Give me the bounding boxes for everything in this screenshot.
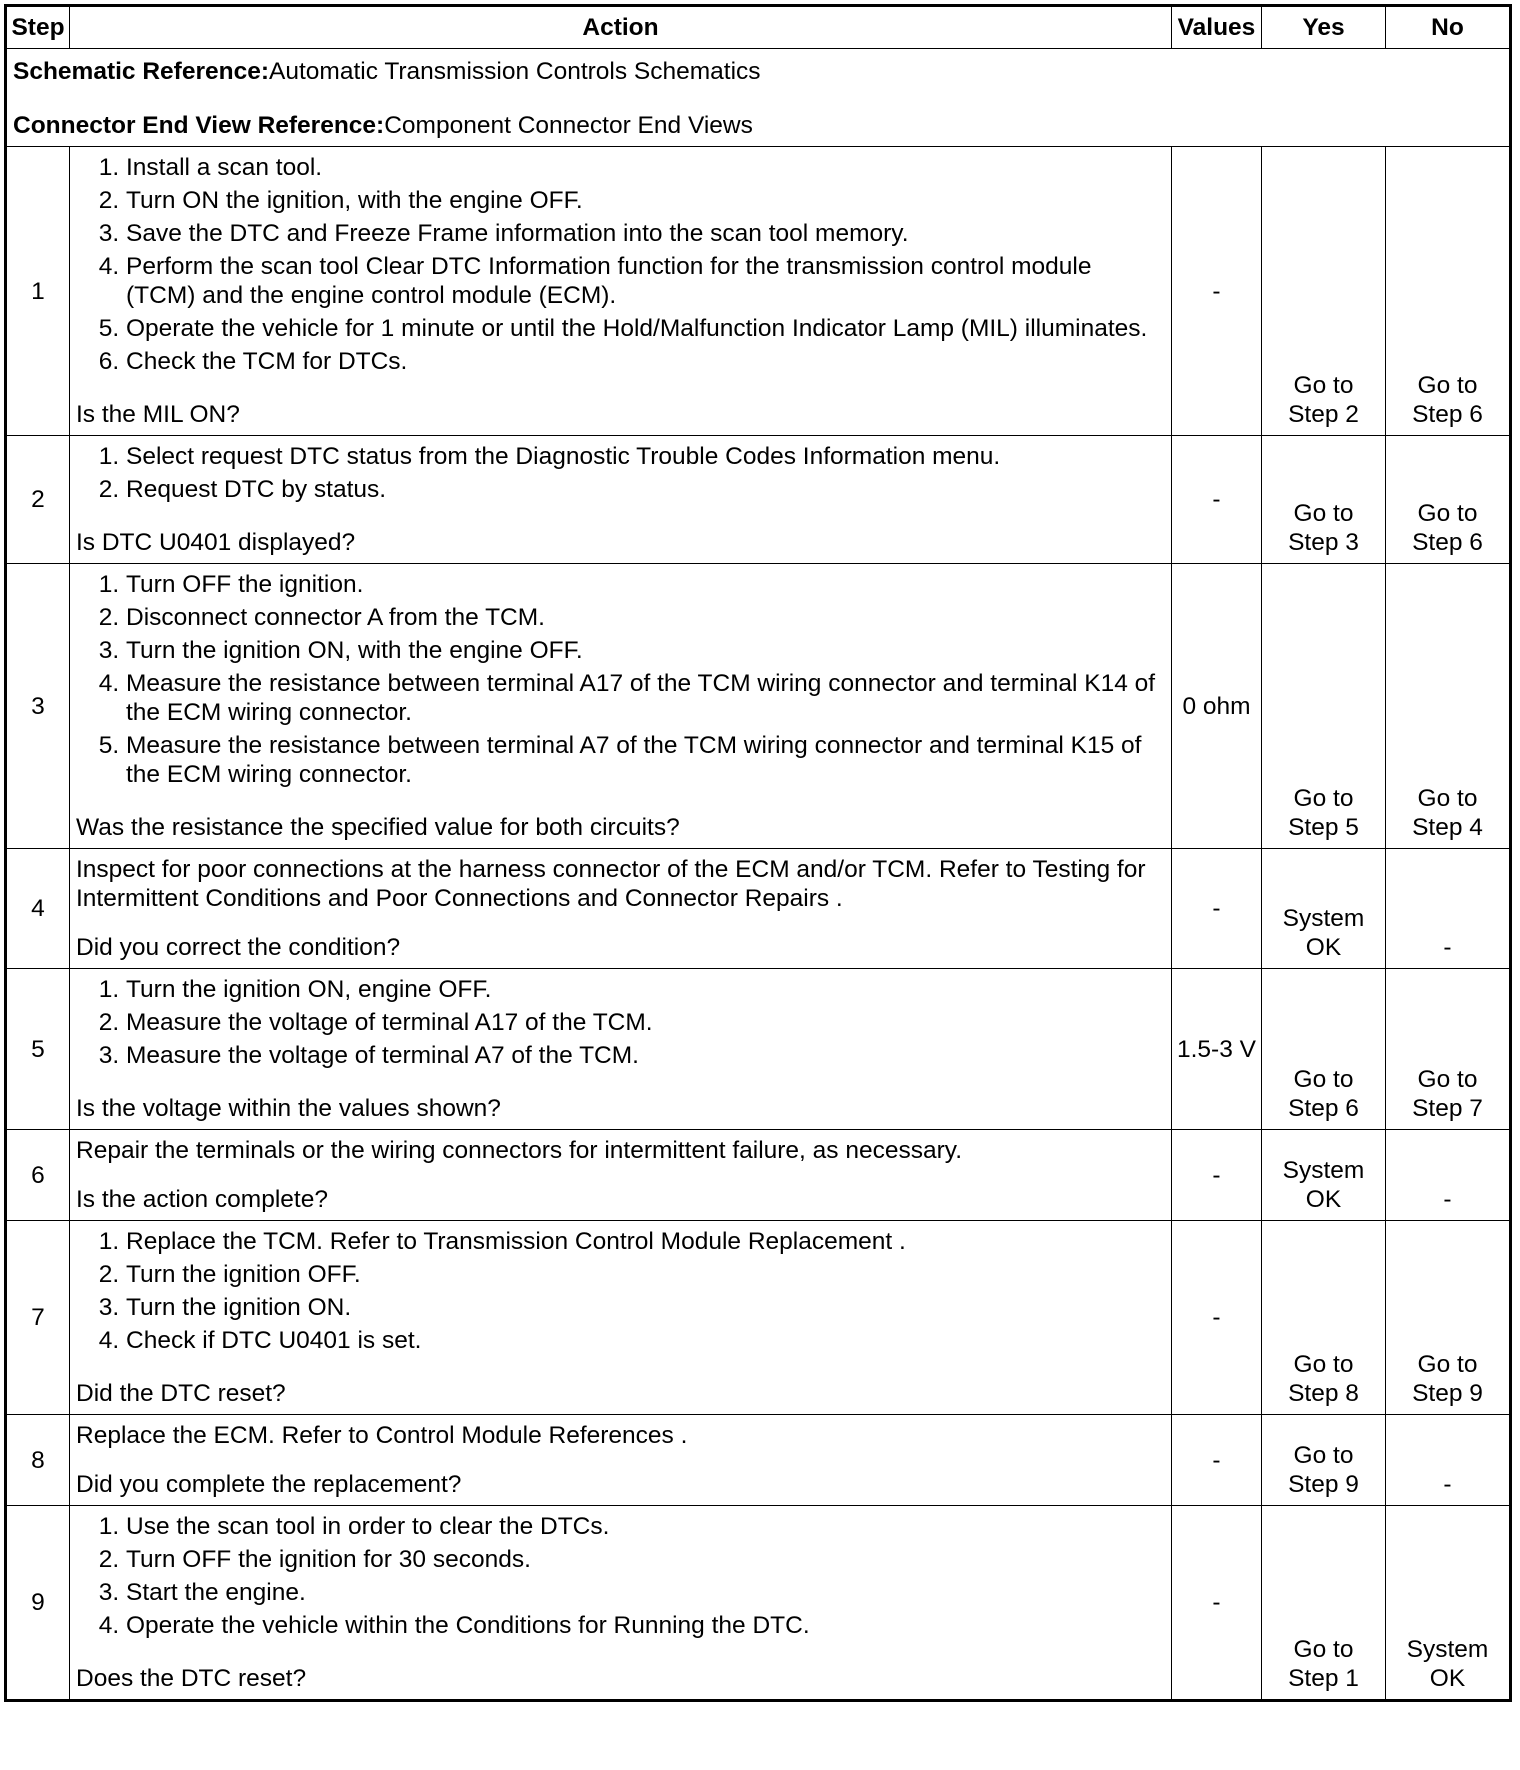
action-step-item: 1. Select request DTC status from the Diagnostic Trouble Codes Information menu.: [126, 442, 1163, 471]
yes-cell: [1262, 1506, 1386, 1701]
action-step-item: 2. Turn the ignition OFF.: [126, 1260, 1163, 1289]
action-cell: [70, 849, 1172, 969]
action-question: Is DTC U0401 displayed?: [76, 529, 356, 556]
action-step-item: 2. Disconnect connector A from the TCM.: [126, 603, 1163, 632]
schematic-reference-label: Schematic Reference:: [13, 58, 270, 85]
action-steps-list: [76, 442, 1163, 504]
connector-reference-label: Connector End View Reference:: [13, 112, 385, 139]
action-step-item: 4. Perform the scan tool Clear DTC Information function for the transmission control module (TCM) and the engine control module (ECM).: [126, 252, 1163, 310]
table-row: [6, 1221, 1511, 1415]
action-cell: [70, 147, 1172, 436]
reference-cell: [6, 49, 1511, 147]
no-cell: [1386, 849, 1511, 969]
header-yes: Yes: [1262, 6, 1386, 49]
action-step-item: 3. Measure the voltage of terminal A7 of the TCM.: [126, 1041, 1163, 1070]
action-step-item: 1. Turn OFF the ignition.: [126, 570, 1163, 599]
step-number: 9: [6, 1506, 70, 1701]
yes-line: Step 1: [1288, 1665, 1359, 1692]
table-row: [6, 1130, 1511, 1221]
no-cell: [1386, 1415, 1511, 1506]
action-step-item: 1. Turn the ignition ON, engine OFF.: [126, 975, 1163, 1004]
action-step-item: 2. Turn OFF the ignition for 30 seconds.: [126, 1545, 1163, 1574]
yes-cell: [1262, 436, 1386, 564]
no-line: Step 4: [1412, 814, 1483, 841]
value-cell: 0 ohm: [1172, 564, 1262, 849]
step-number: 3: [6, 564, 70, 849]
table-row: [6, 849, 1511, 969]
yes-cell: [1262, 1221, 1386, 1415]
action-step-item: 2. Measure the voltage of terminal A17 of the TCM.: [126, 1008, 1163, 1037]
action-cell: [70, 564, 1172, 849]
yes-cell: [1262, 147, 1386, 436]
action-step-item: 3. Turn the ignition ON, with the engine OFF.: [126, 636, 1163, 665]
reference-row: [6, 49, 1511, 147]
table-row: [6, 436, 1511, 564]
action-step-item: 3. Turn the ignition ON.: [126, 1293, 1163, 1322]
no-line: System: [1406, 1636, 1489, 1663]
value-cell: -: [1172, 1130, 1262, 1221]
action-step-item: 4. Check if DTC U0401 is set.: [126, 1326, 1163, 1355]
yes-line: Go to: [1293, 500, 1354, 527]
table-body: [6, 49, 1511, 1701]
no-line: Go to: [1417, 372, 1478, 399]
no-cell: [1386, 147, 1511, 436]
action-question: Did the DTC reset?: [76, 1380, 286, 1407]
no-line: Step 9: [1412, 1380, 1483, 1407]
yes-line: OK: [1305, 934, 1342, 961]
action-question: Did you complete the replacement?: [76, 1471, 462, 1498]
no-line: -: [1443, 1471, 1452, 1498]
yes-cell: [1262, 969, 1386, 1130]
action-cell: [70, 1415, 1172, 1506]
action-cell: [70, 1221, 1172, 1415]
action-question: Is the MIL ON?: [76, 401, 240, 428]
step-number: 5: [6, 969, 70, 1130]
no-line: Step 6: [1412, 401, 1483, 428]
action-instruction: Inspect for poor connections at the harness connector of the ECM and/or TCM. Refer to Testing for Intermittent Conditions and Poor Connections and Connector Repairs .: [76, 856, 1146, 912]
action-step-item: 4. Operate the vehicle within the Conditions for Running the DTC.: [126, 1611, 1163, 1640]
no-line: -: [1443, 934, 1452, 961]
header-row: [6, 6, 1511, 49]
yes-line: Step 3: [1288, 529, 1359, 556]
action-step-item: 1. Install a scan tool.: [126, 153, 1163, 182]
header-action: Action: [70, 6, 1172, 49]
no-line: -: [1443, 1186, 1452, 1213]
no-line: OK: [1429, 1665, 1466, 1692]
action-step-item: 5. Operate the vehicle for 1 minute or until the Hold/Malfunction Indicator Lamp (MIL) illuminates.: [126, 314, 1163, 343]
table-row: [6, 147, 1511, 436]
no-line: Go to: [1417, 500, 1478, 527]
yes-line: Go to: [1293, 1066, 1354, 1093]
step-number: 8: [6, 1415, 70, 1506]
value-cell: -: [1172, 147, 1262, 436]
action-cell: [70, 436, 1172, 564]
action-step-item: 3. Save the DTC and Freeze Frame information into the scan tool memory.: [126, 219, 1163, 248]
yes-cell: [1262, 1130, 1386, 1221]
action-question: Does the DTC reset?: [76, 1665, 307, 1692]
no-line: Go to: [1417, 1351, 1478, 1378]
action-cell: [70, 969, 1172, 1130]
action-instruction: Replace the ECM. Refer to Control Module References .: [76, 1422, 688, 1449]
no-cell: [1386, 969, 1511, 1130]
header-values: Values: [1172, 6, 1262, 49]
no-cell: [1386, 436, 1511, 564]
action-question: Is the action complete?: [76, 1186, 328, 1213]
step-number: 6: [6, 1130, 70, 1221]
no-line: Go to: [1417, 785, 1478, 812]
action-cell: [70, 1506, 1172, 1701]
diagnostic-table: [4, 4, 1512, 1702]
table-row: [6, 969, 1511, 1130]
no-line: Step 7: [1412, 1095, 1483, 1122]
step-number: 1: [6, 147, 70, 436]
table-row: [6, 1506, 1511, 1701]
value-cell: 1.5-3 V: [1172, 969, 1262, 1130]
value-cell: -: [1172, 1506, 1262, 1701]
value-cell: -: [1172, 1221, 1262, 1415]
action-step-item: 2. Turn ON the ignition, with the engine OFF.: [126, 186, 1163, 215]
yes-line: Go to: [1293, 1442, 1354, 1469]
action-steps-list: [76, 570, 1163, 789]
yes-line: Step 2: [1288, 401, 1359, 428]
no-cell: [1386, 1130, 1511, 1221]
schematic-reference: [13, 57, 1503, 86]
action-step-item: 1. Replace the TCM. Refer to Transmission Control Module Replacement .: [126, 1227, 1163, 1256]
no-cell: [1386, 1221, 1511, 1415]
yes-cell: [1262, 849, 1386, 969]
step-number: 2: [6, 436, 70, 564]
value-cell: -: [1172, 849, 1262, 969]
action-steps-list: [76, 153, 1163, 376]
yes-line: Step 5: [1288, 814, 1359, 841]
table-row: [6, 1415, 1511, 1506]
action-steps-list: [76, 1512, 1163, 1640]
yes-cell: [1262, 1415, 1386, 1506]
yes-line: Go to: [1293, 372, 1354, 399]
yes-line: Go to: [1293, 1351, 1354, 1378]
yes-line: System: [1282, 1157, 1365, 1184]
action-steps-list: [76, 975, 1163, 1070]
yes-line: System: [1282, 905, 1365, 932]
action-step-item: 3. Start the engine.: [126, 1578, 1163, 1607]
yes-line: OK: [1305, 1186, 1342, 1213]
connector-reference: [13, 111, 1503, 140]
action-step-item: 1. Use the scan tool in order to clear the DTCs.: [126, 1512, 1163, 1541]
header-no: No: [1386, 6, 1511, 49]
yes-line: Step 9: [1288, 1471, 1359, 1498]
no-line: Step 6: [1412, 529, 1483, 556]
schematic-reference-value: Automatic Transmission Controls Schematics: [269, 58, 761, 85]
connector-reference-value: Component Connector End Views: [384, 112, 753, 139]
value-cell: -: [1172, 1415, 1262, 1506]
action-question: Is the voltage within the values shown?: [76, 1095, 501, 1122]
step-number: 7: [6, 1221, 70, 1415]
no-cell: [1386, 1506, 1511, 1701]
yes-line: Step 6: [1288, 1095, 1359, 1122]
no-cell: [1386, 564, 1511, 849]
action-question: Was the resistance the specified value for both circuits?: [76, 814, 680, 841]
action-step-item: 2. Request DTC by status.: [126, 475, 1163, 504]
yes-line: Step 8: [1288, 1380, 1359, 1407]
action-instruction: Repair the terminals or the wiring connectors for intermittent failure, as necessary.: [76, 1137, 963, 1164]
yes-line: Go to: [1293, 1636, 1354, 1663]
action-steps-list: [76, 1227, 1163, 1355]
action-cell: [70, 1130, 1172, 1221]
table-row: [6, 564, 1511, 849]
action-step-item: 4. Measure the resistance between terminal A17 of the TCM wiring connector and terminal K14 of the ECM wiring connector.: [126, 669, 1163, 727]
action-step-item: 6. Check the TCM for DTCs.: [126, 347, 1163, 376]
yes-cell: [1262, 564, 1386, 849]
action-step-item: 5. Measure the resistance between terminal A7 of the TCM wiring connector and terminal K15 of the ECM wiring connector.: [126, 731, 1163, 789]
value-cell: -: [1172, 436, 1262, 564]
step-number: 4: [6, 849, 70, 969]
action-question: Did you correct the condition?: [76, 934, 401, 961]
yes-line: Go to: [1293, 785, 1354, 812]
header-step: Step: [6, 6, 70, 49]
no-line: Go to: [1417, 1066, 1478, 1093]
